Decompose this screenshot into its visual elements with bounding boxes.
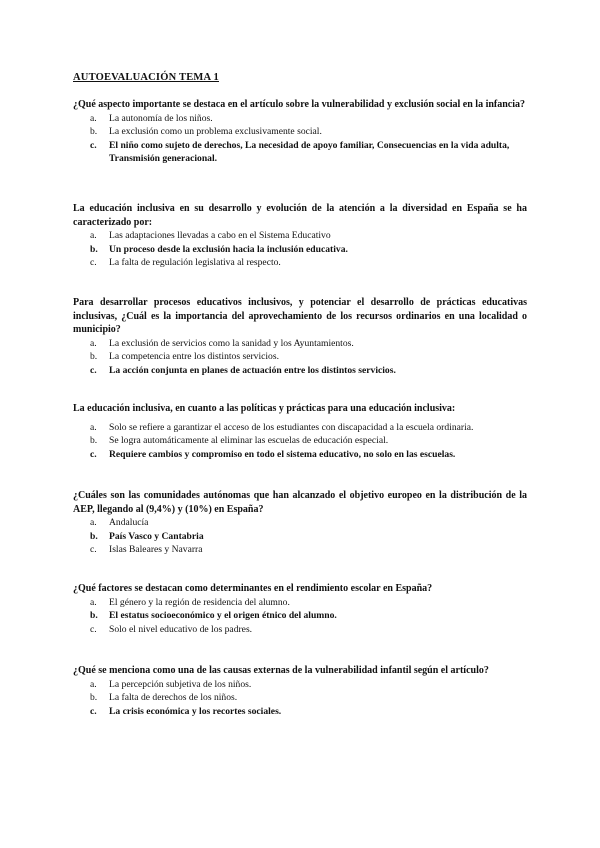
option-letter: b. bbox=[90, 351, 98, 362]
option-item bbox=[73, 623, 527, 637]
option-item-correct bbox=[73, 705, 527, 719]
question-block bbox=[73, 296, 527, 377]
option-text: Andalucía bbox=[109, 517, 149, 528]
option-text: La crisis económica y los recortes sociales. bbox=[109, 705, 282, 717]
question-block bbox=[73, 202, 527, 270]
option-letter: a. bbox=[90, 230, 97, 241]
option-text: La exclusión de servicios como la sanidad y los Ayuntamientos. bbox=[109, 337, 354, 349]
option-letter: c. bbox=[90, 139, 97, 151]
option-item bbox=[73, 112, 527, 126]
option-text: La falta de derechos de los niños. bbox=[109, 692, 238, 703]
option-letter: a. bbox=[90, 596, 97, 608]
question-text: Para desarrollar procesos educativos inclusivos, y potenciar el desarrollo de prácticas educativas inclusivas, ¿Cuál es la importancia del aprovechamiento de los recursos ordinarios en una localidad o municipio? bbox=[73, 297, 527, 335]
option-letter: c. bbox=[90, 448, 97, 460]
option-text: La falta de regulación legislativa al respecto. bbox=[109, 257, 281, 268]
option-text: El niño como sujeto de derechos, La necesidad de apoyo familiar, Consecuencias en la vida adulta, Transmisión generacional. bbox=[109, 139, 510, 164]
option-letter: a. bbox=[90, 678, 97, 690]
option-text: Islas Baleares y Navarra bbox=[109, 544, 203, 555]
option-letter: b. bbox=[90, 610, 98, 621]
page-title: AUTOEVALUACIÓN TEMA 1 bbox=[73, 72, 219, 83]
option-letter: a. bbox=[90, 517, 97, 528]
option-text: La acción conjunta en planes de actuación entre los distintos servicios. bbox=[109, 364, 396, 376]
option-text: Solo el nivel educativo de los padres. bbox=[109, 623, 253, 635]
option-text: El género y la región de residencia del alumno. bbox=[109, 596, 290, 608]
option-item bbox=[73, 125, 527, 139]
option-letter: c. bbox=[90, 623, 97, 635]
question-text: La educación inclusiva en su desarrollo y evolución de la atención a la diversidad en España se ha caracterizado por: bbox=[73, 203, 527, 228]
options-list bbox=[73, 596, 527, 637]
option-item bbox=[73, 516, 527, 530]
question-block bbox=[73, 402, 527, 461]
options-list bbox=[73, 229, 527, 270]
option-letter: c. bbox=[90, 257, 97, 268]
option-letter: c. bbox=[90, 544, 97, 555]
option-text: Requiere cambios y compromiso en todo el sistema educativo, no solo en las escuelas. bbox=[109, 448, 456, 460]
option-letter: b. bbox=[90, 126, 98, 137]
option-text: Un proceso desde la exclusión hacia la inclusión educativa. bbox=[109, 243, 348, 255]
option-text: Solo se refiere a garantizar el acceso de los estudiantes con discapacidad a la escuela ordinaria. bbox=[109, 421, 474, 433]
question-block bbox=[73, 664, 527, 718]
option-letter: a. bbox=[90, 337, 97, 349]
option-item-correct bbox=[73, 448, 527, 462]
option-item-correct bbox=[73, 364, 527, 378]
option-item-correct bbox=[73, 243, 527, 257]
question-block bbox=[73, 98, 527, 166]
option-text: La exclusión como un problema exclusivamente social. bbox=[109, 126, 322, 137]
question-text: ¿Qué se menciona como una de las causas externas de la vulnerabilidad infantil según el artículo? bbox=[73, 665, 489, 676]
option-text: El estatus socioeconómico y el origen étnico del alumno. bbox=[109, 610, 337, 621]
option-letter: c. bbox=[90, 364, 97, 376]
option-text: Las adaptaciones llevadas a cabo en el Sistema Educativo bbox=[109, 230, 331, 241]
option-letter: a. bbox=[90, 112, 97, 124]
question-text: La educación inclusiva, en cuanto a las políticas y prácticas para una educación inclusiva: bbox=[73, 403, 456, 414]
options-list bbox=[73, 337, 527, 378]
option-item bbox=[73, 691, 527, 705]
option-letter: c. bbox=[90, 705, 97, 717]
question-text: ¿Qué aspecto importante se destaca en el artículo sobre la vulnerabilidad y exclusión social en la infancia? bbox=[73, 99, 526, 110]
option-item bbox=[73, 543, 527, 557]
options-list bbox=[73, 421, 527, 462]
option-item bbox=[73, 337, 527, 351]
option-letter: a. bbox=[90, 421, 97, 433]
option-letter: b. bbox=[90, 243, 98, 255]
question-text: ¿Cuáles son las comunidades autónomas que han alcanzado el objetivo europeo en la distribución de la AEP, llegando al (9,4%) y (10%) en España? bbox=[73, 490, 527, 515]
question-block bbox=[73, 582, 527, 636]
option-item bbox=[73, 596, 527, 610]
option-item bbox=[73, 678, 527, 692]
option-text: La competencia entre los distintos servicios. bbox=[109, 351, 279, 362]
option-item-correct bbox=[73, 530, 527, 544]
options-list bbox=[73, 112, 527, 166]
option-item bbox=[73, 421, 527, 435]
option-text: La percepción subjetiva de los niños. bbox=[109, 678, 252, 690]
option-text: País Vasco y Cantabria bbox=[109, 530, 204, 542]
option-item bbox=[73, 229, 527, 243]
option-item-correct bbox=[73, 139, 527, 166]
question-text: ¿Qué factores se destacan como determinantes en el rendimiento escolar en España? bbox=[73, 583, 433, 594]
option-text: Se logra automáticamente al eliminar las escuelas de educación especial. bbox=[109, 435, 389, 446]
option-letter: b. bbox=[90, 692, 98, 703]
question-block bbox=[73, 489, 527, 557]
option-item bbox=[73, 256, 527, 270]
option-text: La autonomía de los niños. bbox=[109, 112, 213, 124]
option-item bbox=[73, 350, 527, 364]
options-list bbox=[73, 678, 527, 719]
option-item bbox=[73, 434, 527, 448]
options-list bbox=[73, 516, 527, 557]
option-item-correct bbox=[73, 609, 527, 623]
option-letter: b. bbox=[90, 530, 98, 542]
option-letter: b. bbox=[90, 435, 98, 446]
